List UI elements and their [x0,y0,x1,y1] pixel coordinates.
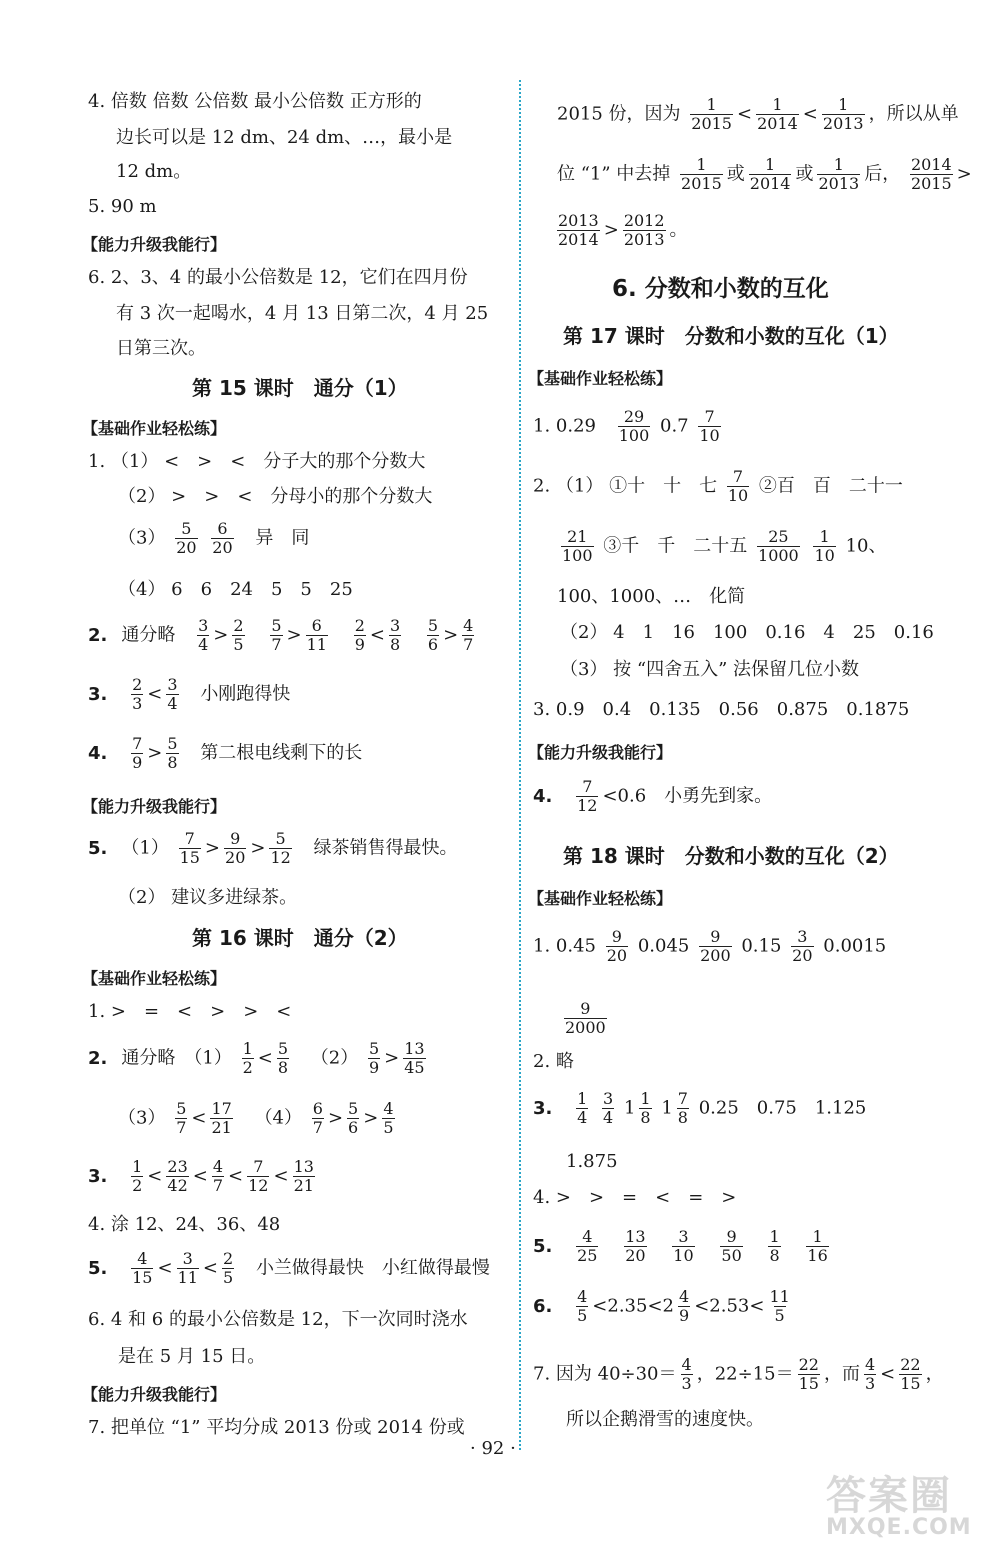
l17-answer-2: 2. （1） ①十 十 七 $\frac{7}{10}$ ②百 百 二十一 [533,467,903,505]
chapter-title: 6. 分数和小数的互化 [612,276,829,302]
column-divider [519,80,521,1450]
l18-answer-3-cont: 1.875 [566,1151,618,1172]
answer-7-cont2: 位 “1” 中去掉 $\frac{1}{2015}$ 或 $\frac{1}{2014}$ 或 $\frac{1}{2013}$ 后， $\frac{2014}{2015}$ > [557,155,972,193]
l18-answer-1-cont: $\frac{9}{2000}$ [565,999,606,1037]
answer-6: 6. 2、3、4 的最小公倍数是 12，它们在四月份 [88,267,468,288]
l17-answer-3: 3. 0.9 0.4 0.135 0.56 0.875 0.1875 [533,699,910,720]
answer-7-cont: 2015 份，因为 $\frac{1}{2015}$ < $\frac{1}{2014}$ < $\frac{1}{2013}$ ，所以从单 [557,95,959,133]
l17-answer-4: 4. $\frac{7}{12}$ <0.6 小勇先到家。 [533,777,773,815]
l18-answer-7: 7. 因为 40÷30＝ $\frac{4}{3}$ ，22÷15＝ $\frac{22}{15}$ ，而 $\frac{4}{3}$ < $\frac{22}{15}$ ， [533,1355,944,1393]
section-label: 【基础作业轻松练】 [82,969,227,988]
answer-6-cont: 有 3 次一起喝水，4 月 13 日第二次，4 月 25 [116,303,489,324]
lesson-17-title: 第 17 课时 分数和小数的互化（1） [563,324,899,348]
l18-answer-1: 1. 0.45 $\frac{9}{20}$ 0.045 $\frac{9}{200}$ 0.15 $\frac{3}{20}$ 0.0015 [533,927,887,965]
l16-answer-6: 6. 4 和 6 的最小公倍数是 12，下一次同时浇水 [88,1309,468,1330]
watermark-logo: 答案圈 MXQE.COM [826,1473,972,1540]
section-label: 【能力升级我能行】 [528,743,673,762]
l16-answer-2-2: （3） $\frac{5}{7}$ < $\frac{17}{21}$ （4） $\frac{6}{7}$ > $\frac{5}{6}$ > $\frac{4}{5}$ [118,1099,394,1137]
l16-answer-4: 4. 涂 12、24、36、48 [88,1214,281,1235]
l16-answer-5: 5. $\frac{4}{15}$ < $\frac{3}{11}$ < $\frac{2}{5}$ 小兰做得最快 小红做得最慢 [88,1249,490,1287]
fraction: $\frac{6}{20}$ [212,519,233,557]
l15-answer-1-3: （3） $\frac{5}{20}$ $\frac{6}{20}$ 异 同 [118,519,310,557]
l15-answer-2: 2. 通分略 $\frac{3}{4}$ > $\frac{2}{5}$ $\frac{5}{7}$ > $\frac{6}{11}$ $\frac{2}{9}$ < $\frac{3}{8}$ $\frac{5}{6}$ > $\frac{4}{7}$ [88,616,474,654]
l17-answer-2-2: （2） 4 1 16 100 0.16 4 25 0.16 [560,622,934,643]
l16-answer-3: 3. $\frac{1}{2}$ < $\frac{23}{42}$ < $\frac{4}{7}$ < $\frac{7}{12}$ < $\frac{13}{21}$ [88,1157,314,1195]
l17-answer-2-cont2: 100、1000、… 化简 [557,586,746,607]
answer-4: 4. 倍数 倍数 公倍数 最小公倍数 正方形的 [88,91,422,112]
l16-answer-7: 7. 把单位 “1” 平均分成 2013 份或 2014 份或 [88,1417,465,1438]
l15-answer-1: 1. （1） < > < 分子大的那个分数大 [88,451,426,472]
answer-4-cont2: 12 dm。 [116,161,192,182]
l17-answer-2-cont: $\frac{21}{100}$ ③千 千 二十五 $\frac{25}{1000}$ $\frac{1}{10}$ 10、 [562,527,887,565]
l18-answer-5: 5. $\frac{4}{25}$ $\frac{13}{20}$ $\frac{3}{10}$ $\frac{9}{50}$ $\frac{1}{8}$ $\frac{1}{16}$ [533,1227,828,1265]
l18-answer-7-cont: 所以企鹅滑雪的速度快。 [566,1409,764,1430]
section-label: 【能力升级我能行】 [82,235,227,254]
section-label: 【能力升级我能行】 [82,1385,227,1404]
section-label: 【基础作业轻松练】 [82,419,227,438]
answer-7-cont3: $\frac{2013}{2014}$ > $\frac{2012}{2013}$ 。 [558,211,688,249]
answer-6-cont2: 日第三次。 [116,338,206,359]
section-label: 【能力升级我能行】 [82,797,227,816]
l17-answer-1: 1. 0.29 $\frac{29}{100}$ 0.7 $\frac{7}{10}$ [533,407,720,445]
answer-4-cont: 边长可以是 12 dm、24 dm、…，最小是 [116,127,453,148]
l16-answer-6-2: 是在 5 月 15 日。 [118,1346,266,1367]
lesson-18-title: 第 18 课时 分数和小数的互化（2） [563,844,899,868]
section-label: 【基础作业轻松练】 [528,889,673,908]
l15-answer-1-4: （4） 6 6 24 5 5 25 [118,579,353,600]
page-number: · 92 · [470,1438,516,1459]
lesson-16-title: 第 16 课时 通分（2） [192,926,408,950]
l15-answer-5-2: （2） 建议多进绿茶。 [118,887,298,908]
lesson-15-title: 第 15 课时 通分（1） [192,376,408,400]
fraction: $\frac{5}{20}$ [176,519,197,557]
l18-answer-6: 6. $\frac{4}{5}$ <2.35<2 $\frac{4}{9}$ <2.53< $\frac{11}{5}$ [533,1287,790,1325]
l16-answer-1: 1. > = < > > < [88,1001,292,1022]
section-label: 【基础作业轻松练】 [528,369,673,388]
answer-5: 5. 90 m [88,196,157,217]
l18-answer-2: 2. 略 [533,1051,574,1072]
l15-answer-5: 5. （1） $\frac{7}{15}$ > $\frac{9}{20}$ > $\frac{5}{12}$ 绿茶销售得最快。 [88,829,458,867]
l15-answer-4: 4. $\frac{7}{9}$ > $\frac{5}{8}$ 第二根电线剩下的长 [88,734,363,772]
l16-answer-2: 2. 通分略 （1） $\frac{1}{2}$ < $\frac{5}{8}$ （2） $\frac{5}{9}$ > $\frac{13}{45}$ [88,1039,425,1077]
l15-answer-1-2: （2） > > < 分母小的那个分数大 [118,486,433,507]
l18-answer-4: 4. > > = < = > [533,1187,737,1208]
l18-answer-3: 3. $\frac{1}{4}$ $\frac{3}{4}$ 1 $\frac{1}{8}$ 1 $\frac{7}{8}$ 0.25 0.75 1.125 [533,1089,867,1127]
l15-answer-3: 3. $\frac{2}{3}$ < $\frac{3}{4}$ 小刚跑得快 [88,675,291,713]
l17-answer-2-3: （3） 按 “四舍五入” 法保留几位小数 [560,659,860,680]
